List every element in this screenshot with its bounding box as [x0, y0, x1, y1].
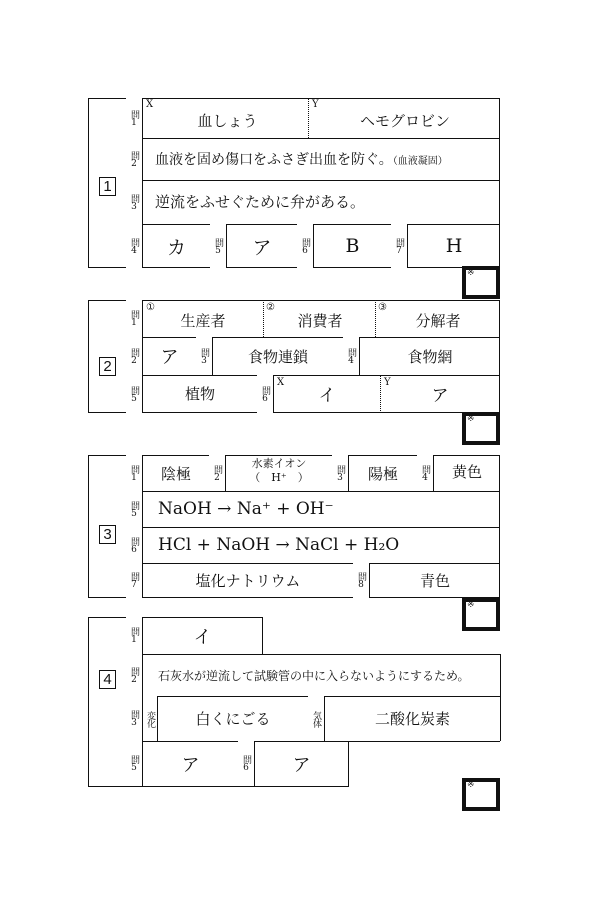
answer-field[interactable]: HCl + NaOH → NaCl + H₂O [158, 535, 400, 555]
section-number: 3 [99, 525, 116, 544]
answer-field[interactable]: 食物連鎖 [247, 347, 308, 366]
choice-marker: ② [266, 302, 275, 313]
question-label: 問5 [126, 375, 143, 413]
answer-field[interactable]: イ [318, 385, 336, 406]
answer-field[interactable]: B [345, 235, 360, 257]
question-label: 問4 [417, 455, 434, 491]
question-label: 問3 [126, 180, 143, 224]
question-label: 問5 [210, 224, 227, 268]
answer-field[interactable]: イ [193, 626, 212, 648]
question-label: 問2 [126, 654, 143, 696]
question-label: 問6 [257, 375, 274, 413]
x-label: X [146, 99, 154, 110]
answer-field[interactable]: ア [181, 754, 200, 776]
question-label: 問6 [297, 224, 314, 268]
question-label: 問7 [391, 224, 408, 268]
answer-field[interactable]: 消費者 [297, 311, 343, 330]
choice-marker: ③ [378, 302, 387, 313]
score-box: ※ [462, 266, 500, 299]
question-label: 問1 [126, 300, 143, 337]
answer-field[interactable]: 分解者 [415, 311, 461, 330]
change-label: 変化 [143, 696, 158, 741]
y-label: Y [312, 99, 319, 110]
answer-field[interactable]: 陰極 [160, 464, 191, 483]
choice-marker: ① [146, 302, 155, 313]
section-number: 4 [99, 670, 116, 689]
question-label: 問1 [126, 455, 143, 491]
question-label: 問2 [126, 138, 143, 180]
answer-field[interactable]: 黄色 [451, 462, 482, 481]
question-label: 問4 [343, 337, 360, 375]
answer-field[interactable]: 塩化ナトリウム [195, 572, 301, 590]
answer-field[interactable]: カ [166, 236, 186, 259]
answer-field[interactable]: ア [292, 754, 311, 776]
answer-field[interactable]: ヘモグロビン [359, 112, 450, 130]
question-label: 問7 [126, 563, 143, 598]
answer-field[interactable]: 植物 [184, 384, 215, 403]
question-label: 問2 [126, 337, 143, 375]
question-label: 問3 [196, 337, 213, 375]
answer-field[interactable]: 白くにごる [195, 710, 271, 728]
question-label: 問3 [332, 455, 349, 491]
section-number: 1 [99, 177, 116, 196]
answer-field[interactable]: 二酸化炭素 [374, 710, 450, 728]
question-label: 問6 [126, 527, 143, 563]
x-label: X [277, 377, 285, 388]
question-label: 問2 [209, 455, 226, 491]
question-label: 問6 [238, 741, 255, 786]
answer-field[interactable]: 食物網 [407, 347, 453, 366]
question-label: 問4 [126, 224, 143, 268]
question-label: 問8 [353, 563, 370, 598]
answer-field[interactable]: NaOH → Na⁺ + OH⁻ [158, 499, 334, 519]
question-label: 問1 [126, 617, 143, 654]
question-label: 問5 [126, 491, 143, 527]
answer-field[interactable]: ア [431, 385, 449, 406]
answer-field[interactable]: 逆流をふせぐために弁がある。 [155, 193, 366, 211]
answer-field[interactable]: 水素イオン （ H⁺ ） [249, 457, 309, 484]
answer-field[interactable]: 石灰水が逆流して試験管の中に入らないようにするため。 [158, 669, 470, 683]
question-label: 問1 [126, 98, 143, 138]
answer-field[interactable]: 陽極 [367, 464, 398, 483]
y-label: Y [384, 377, 391, 388]
score-box: ※ [462, 778, 500, 811]
answer-field[interactable]: 血液を固め傷口をふさぎ出血を防ぐ。（血液凝固） [155, 152, 448, 168]
answer-field[interactable]: 生産者 [180, 311, 226, 330]
answer-field[interactable]: ア [252, 236, 272, 259]
answer-field[interactable]: 血しょう [197, 112, 258, 130]
section-number: 2 [99, 357, 116, 376]
gas-label: 気体 [308, 696, 325, 741]
score-box: ※ [462, 412, 500, 445]
answer-field[interactable]: 青色 [419, 572, 450, 590]
answer-field[interactable]: H [445, 235, 463, 257]
answer-field[interactable]: ア [160, 347, 179, 368]
score-box: ※ [462, 598, 500, 631]
question-label: 問5 [126, 741, 143, 786]
question-label: 問3 [126, 696, 143, 741]
